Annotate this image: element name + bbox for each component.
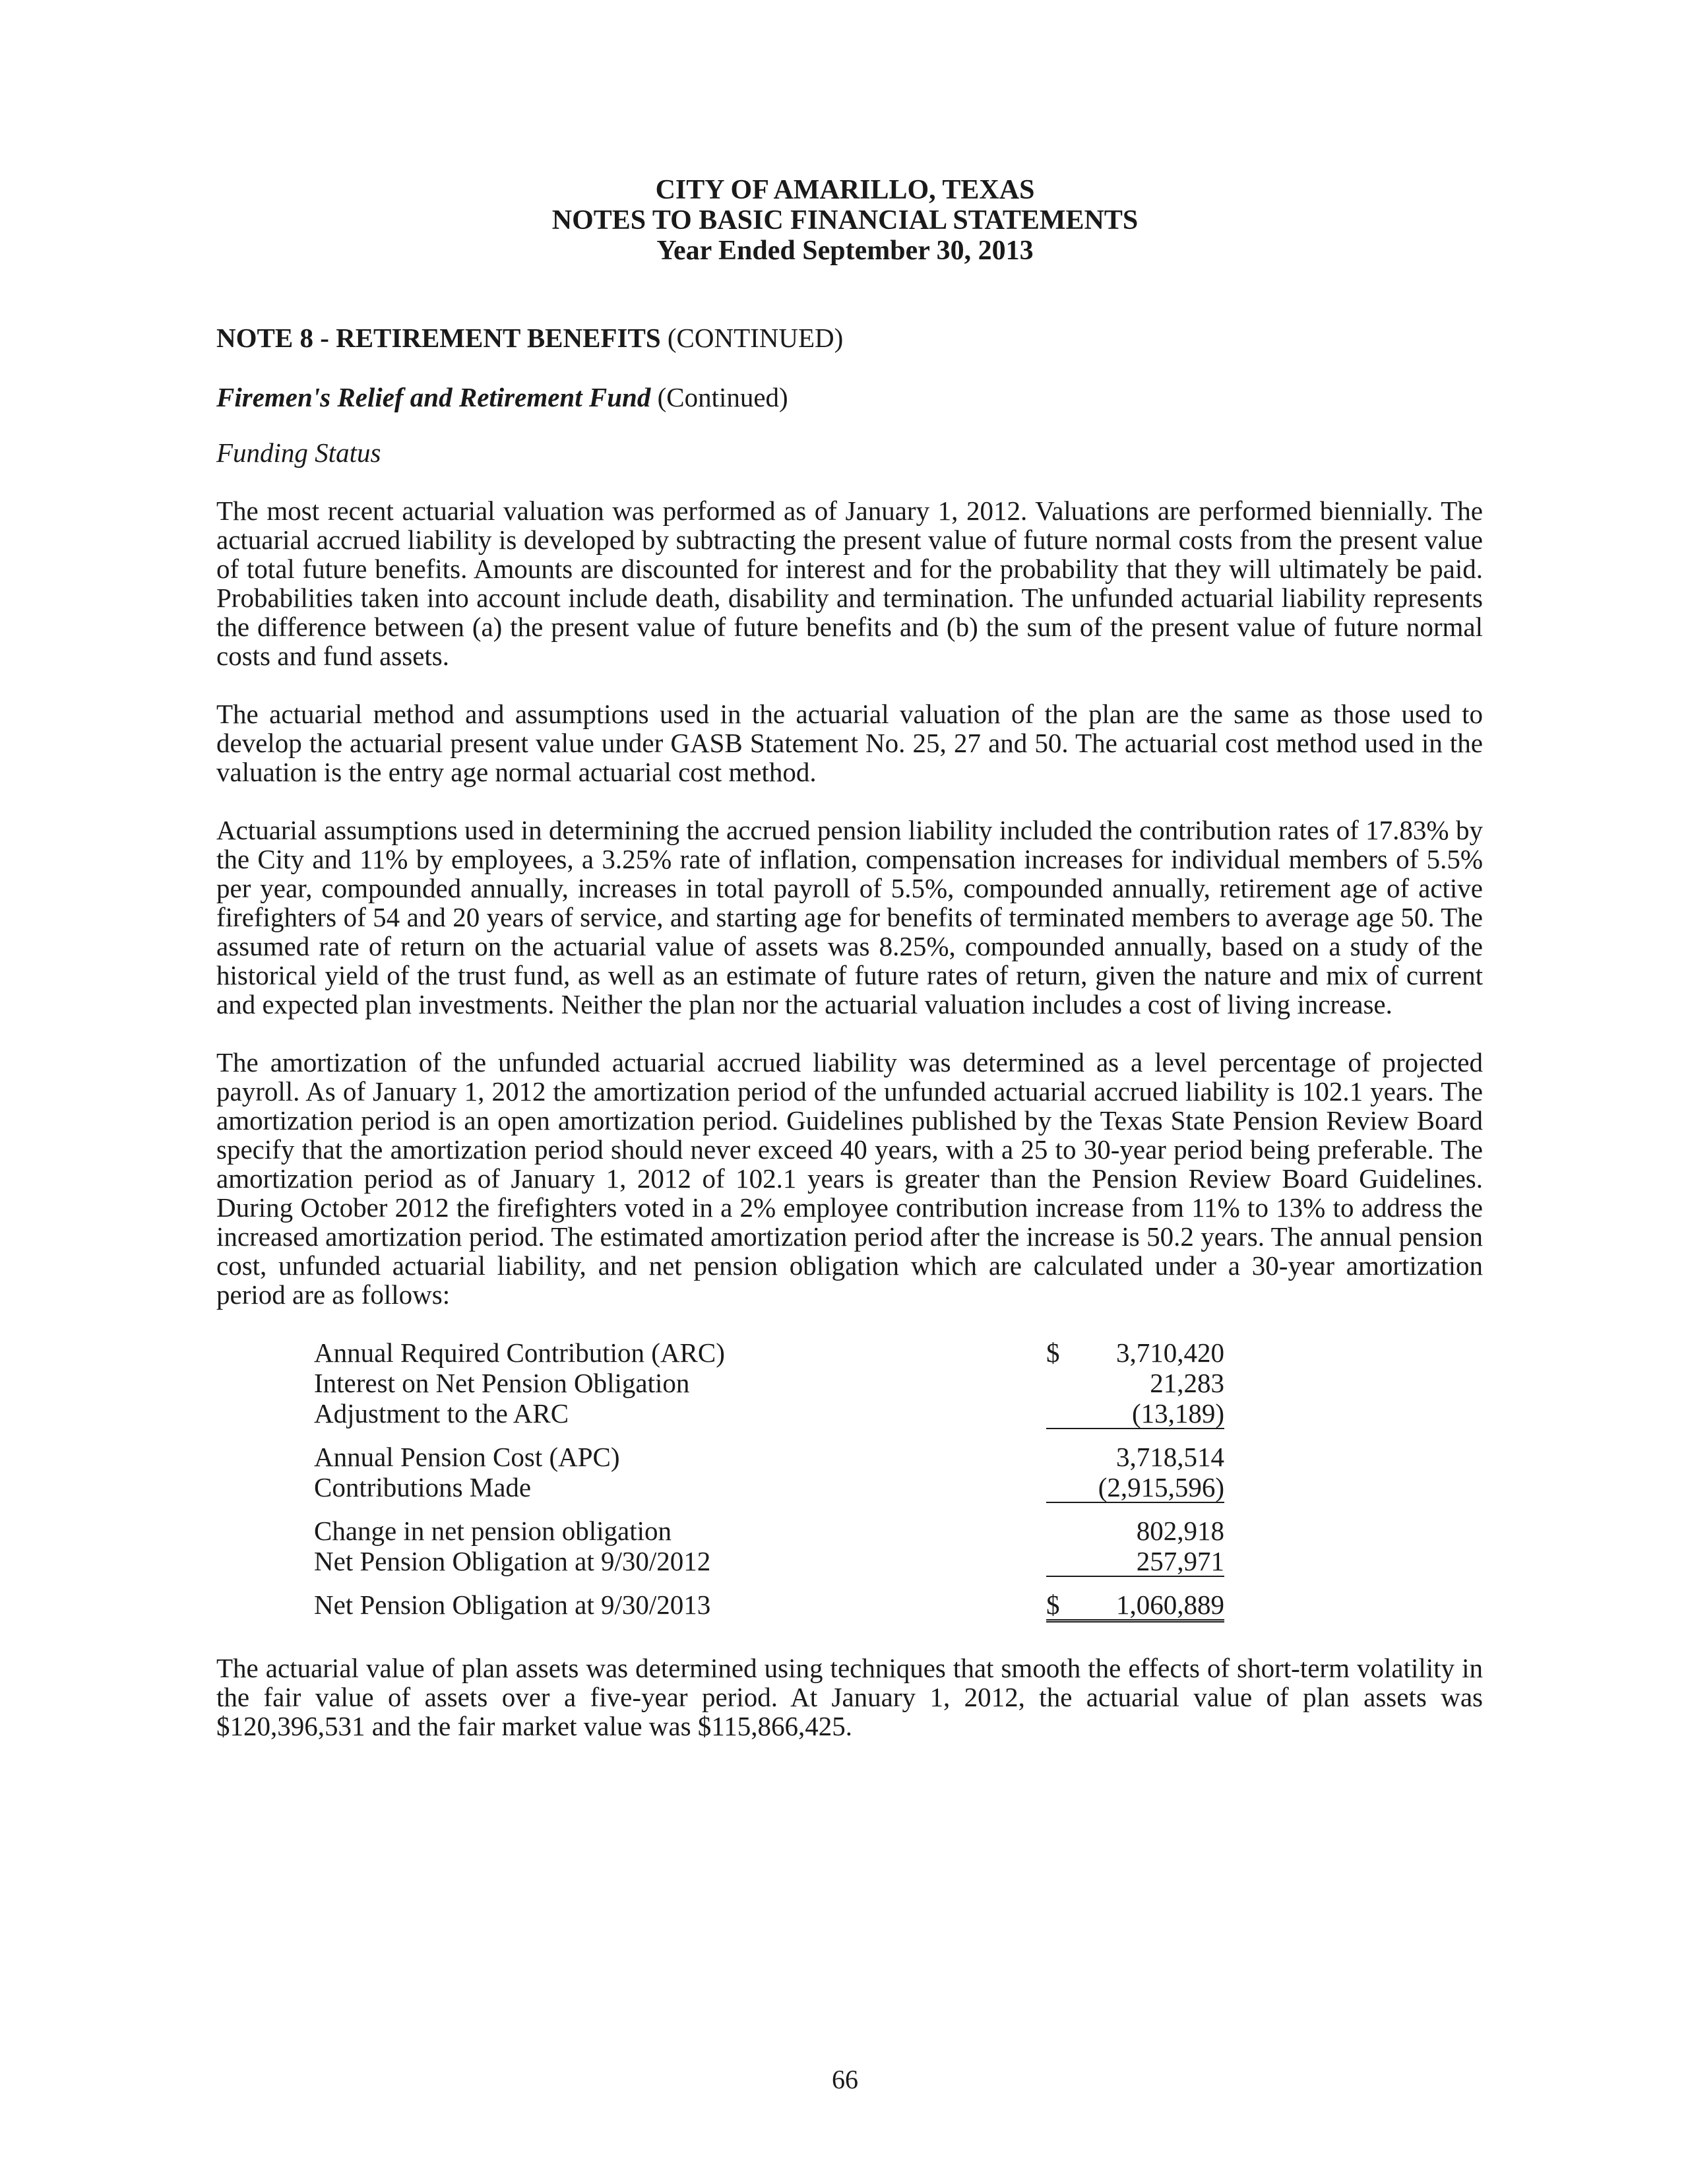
dollar-sign: $ <box>1046 1337 1060 1368</box>
note-heading-suffix: (CONTINUED) <box>660 323 844 353</box>
schedule-label: Interest on Net Pension Obligation <box>314 1368 690 1398</box>
schedule-amount: 802,918 <box>1136 1516 1224 1546</box>
schedule-row <box>314 1399 1224 1429</box>
schedule-value <box>1046 1399 1224 1429</box>
schedule-row <box>314 1516 1224 1547</box>
schedule-row <box>314 1442 1224 1473</box>
schedule-amount: 1,060,889 <box>1116 1590 1224 1620</box>
schedule-value <box>1046 1590 1224 1622</box>
schedule-row <box>314 1338 1224 1368</box>
paragraph-asset-valuation: The actuarial value of plan assets was determined using techniques that smooth the effects of short-term volatility in the fair value of assets over a five-year period. At January 1, 2012, the actuarial value of plan assets was $120,396,531 and the fair market value was $115,866,425. <box>216 1653 1483 1741</box>
schedule-amount: 3,710,420 <box>1116 1337 1224 1368</box>
dollar-sign: $ <box>1046 1590 1060 1620</box>
schedule-row <box>314 1368 1224 1399</box>
paragraph-valuation: The most recent actuarial valuation was performed as of January 1, 2012. Valuations are performed biennially. The actuarial accrued liability is developed by subtracting the present value of future normal costs from the present value of total future benefits. Amounts are discounted for interest and for the probability that they will ultimately be paid. Probabilities taken into account include death, disability and termination. The unfunded actuarial liability represents the difference between (a) the present value of future benefits and (b) the sum of the present value of future normal costs and fund assets. <box>216 496 1483 671</box>
fund-heading-suffix: (Continued) <box>650 382 788 412</box>
schedule-total-row <box>314 1590 1224 1621</box>
header-title: NOTES TO BASIC FINANCIAL STATEMENTS <box>551 205 1139 236</box>
schedule-label: Net Pension Obligation at 9/30/2013 <box>314 1590 711 1620</box>
note-heading <box>216 323 1483 352</box>
fund-heading-title: Firemen's Relief and Retirement Fund <box>216 382 651 412</box>
schedule-amount: 257,971 <box>1136 1546 1224 1576</box>
paragraph-method: The actuarial method and assumptions used in the actuarial valuation of the plan are the same as those used to develop the actuarial present value under GASB Statement No. 25, 27 and 50. The actuarial cost method used in the valuation is the entry age normal actuarial cost method. <box>216 699 1483 787</box>
schedule-value <box>1046 1473 1224 1503</box>
header-period: Year Ended September 30, 2013 <box>656 236 1034 266</box>
schedule-amount: (2,915,596) <box>1098 1472 1224 1502</box>
schedule-value <box>1046 1547 1224 1577</box>
fund-heading <box>216 383 1483 412</box>
schedule-label: Contributions Made <box>314 1472 532 1502</box>
schedule-group-arc <box>314 1338 1224 1429</box>
schedule-label: Annual Pension Cost (APC) <box>314 1442 620 1472</box>
document-header <box>0 175 1690 266</box>
schedule-value <box>1046 1442 1224 1471</box>
schedule-value <box>1046 1516 1224 1545</box>
pension-obligation-schedule <box>314 1338 1224 1621</box>
section-subheading: Funding Status <box>216 437 381 468</box>
schedule-label: Change in net pension obligation <box>314 1516 672 1546</box>
schedule-value <box>1046 1338 1224 1367</box>
schedule-amount: 3,718,514 <box>1116 1442 1224 1472</box>
schedule-group-change <box>314 1516 1224 1577</box>
schedule-label: Net Pension Obligation at 9/30/2012 <box>314 1546 711 1576</box>
page-number: 66 <box>832 2065 858 2094</box>
document-body <box>216 323 1483 1770</box>
schedule-group-apc <box>314 1442 1224 1503</box>
schedule-row <box>314 1547 1224 1577</box>
schedule-row <box>314 1473 1224 1503</box>
note-heading-title: NOTE 8 - RETIREMENT BENEFITS <box>216 323 661 353</box>
schedule-group-total <box>314 1590 1224 1621</box>
schedule-amount: (13,189) <box>1131 1398 1224 1429</box>
paragraph-amortization: The amortization of the unfunded actuarial accrued liability was determined as a level percentage of projected payroll. As of January 1, 2012 the amortization period of the unfunded actuarial accrued liability is 102.1 years. The amortization period is an open amortization period. Guidelines published by the Texas State Pension Review Board specify that the amortization period should never exceed 40 years, with a 25 to 30-year period being preferable. The amortization period as of January 1, 2012 of 102.1 years is greater than the Pension Review Board Guidelines. During October 2012 the firefighters voted in a 2% employee contribution increase from 11% to 13% to address the increased amortization period. The estimated amortization period after the increase is 50.2 years. The annual pension cost, unfunded actuarial liability, and net pension obligation which are calculated under a 30-year amortization period are as follows: <box>216 1047 1483 1310</box>
paragraph-assumptions: Actuarial assumptions used in determining the accrued pension liability included the contribution rates of 17.83% by the City and 11% by employees, a 3.25% rate of inflation, compensation increases for individual members of 5.5% per year, compounded annually, increases in total payroll of 5.5%, compounded annually, retirement age of active firefighters of 54 and 20 years of service, and starting age for benefits of terminated members to average age 50. The assumed rate of return on the actuarial value of assets was 8.25%, compounded annually, based on a study of the historical yield of the trust fund, as well as an estimate of future rates of return, given the nature and mix of current and expected plan investments. Neither the plan nor the actuarial valuation includes a cost of living increase. <box>216 815 1483 1019</box>
schedule-label: Annual Required Contribution (ARC) <box>314 1337 725 1368</box>
schedule-label: Adjustment to the ARC <box>314 1398 569 1429</box>
schedule-value <box>1046 1368 1224 1397</box>
header-entity: CITY OF AMARILLO, TEXAS <box>655 175 1035 205</box>
schedule-amount: 21,283 <box>1150 1368 1224 1398</box>
